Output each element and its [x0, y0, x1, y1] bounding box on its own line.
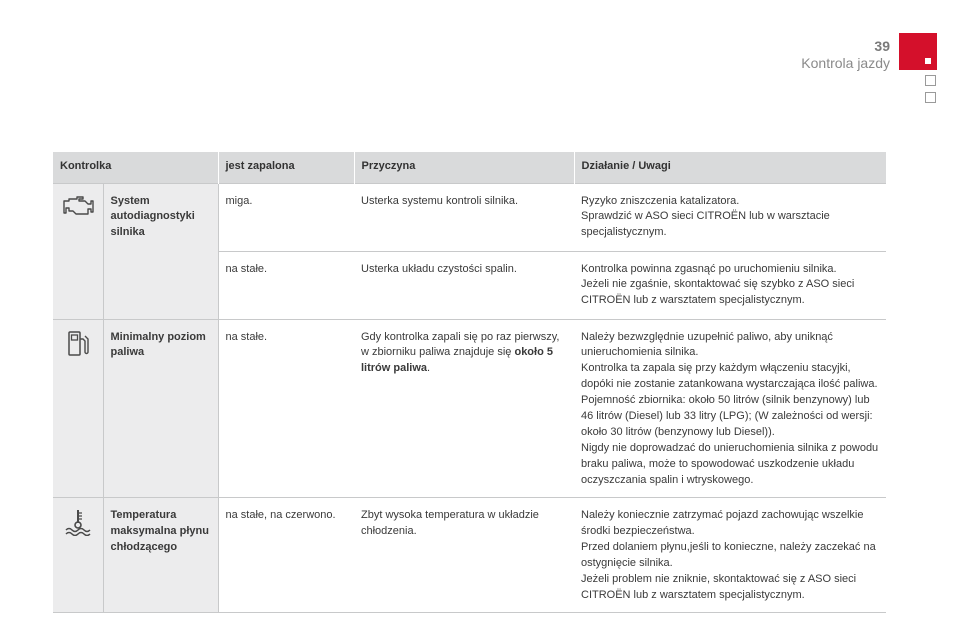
section-title: Kontrola jazdy: [801, 55, 890, 71]
action-cell: Należy koniecznie zatrzymać pojazd zachowując wszelkie środki bezpieczeństwa. Przed dolaniem płynu,jeśli to konieczne, należy zaczekać na ostygnięcie silnika. Jeżeli problem nie zniknie, skontaktować się z ASO sieci CITROËN lub z warsztatem specjalistycznym.: [574, 497, 886, 612]
cause-cell: Zbyt wysoka temperatura w układzie chłodzenia.: [354, 497, 574, 612]
row-label: Temperatura maksymalna płynu chłodzącego: [103, 497, 218, 612]
action-cell: Ryzyko zniszczenia katalizatora. Sprawdzić w ASO sieci CITROËN lub w warsztacie specjalistycznym.: [574, 183, 886, 251]
action-cell: Kontrolka powinna zgasnąć po uruchomieniu silnika. Jeżeli nie zgaśnie, skontaktować się szybko z ASO sieci CITROËN lub z warsztatem specjalistycznym.: [574, 251, 886, 319]
icon-cell: [53, 497, 103, 612]
icon-cell: [53, 319, 103, 497]
table-row: [53, 497, 886, 612]
state-cell: na stałe.: [218, 319, 354, 497]
header-kontrolka: Kontrolka: [53, 152, 218, 183]
table-row: [53, 319, 886, 497]
state-cell: miga.: [218, 183, 354, 251]
nav-box-1: [925, 75, 936, 86]
fuel-pump-icon: [67, 349, 89, 361]
engine-check-icon: [61, 209, 95, 221]
cause-cell: [354, 319, 574, 497]
table-row: [53, 183, 886, 251]
header-state: jest zapalona: [218, 152, 354, 183]
row-label: System autodiagnostyki silnika: [103, 183, 218, 319]
page-number: 39: [874, 38, 890, 54]
chapter-tab: [899, 33, 937, 70]
action-cell: Należy bezwzględnie uzupełnić paliwo, aby uniknąć unieruchomienia silnika. Kontrolka ta zapala się przy każdym włączeniu stacyjki, dopóki nie zostanie zatankowana wystarczająca ilość paliwa. Pojemność zbiornika: około 50 litrów (silnik benzynowy) lub 46 litrów (Diesel) lub 33 litry (LPG); (W zależności od wersji: około 30 litrów (benzynowy lub Diesel)). Nigdy nie doprowadzać do unieruchomienia silnika z powodu braku paliwa, może to spowodować uszkodzenie układu oczyszczania spalin i wtryskowego.: [574, 319, 886, 497]
header-cause: Przyczyna: [354, 152, 574, 183]
state-cell: na stałe, na czerwono.: [218, 497, 354, 612]
cause-cell: Usterka układu czystości spalin.: [354, 251, 574, 319]
nav-box-2: [925, 92, 936, 103]
cause-emphasis: około 5 litrów paliwa: [361, 346, 553, 375]
cause-text: Gdy kontrolka zapali się po raz pierwszy, w zbiorniku paliwa znajduje się: [361, 330, 560, 359]
icon-cell: [53, 183, 103, 319]
cause-cell: Usterka systemu kontroli silnika.: [354, 183, 574, 251]
table-header-row: [53, 152, 886, 183]
coolant-temperature-icon: [63, 527, 93, 539]
cause-end: .: [427, 362, 431, 375]
header-action: Działanie / Uwagi: [574, 152, 886, 183]
warning-lights-table: [53, 152, 886, 613]
row-label: Minimalny poziom paliwa: [103, 319, 218, 497]
state-cell: na stałe.: [218, 251, 354, 319]
